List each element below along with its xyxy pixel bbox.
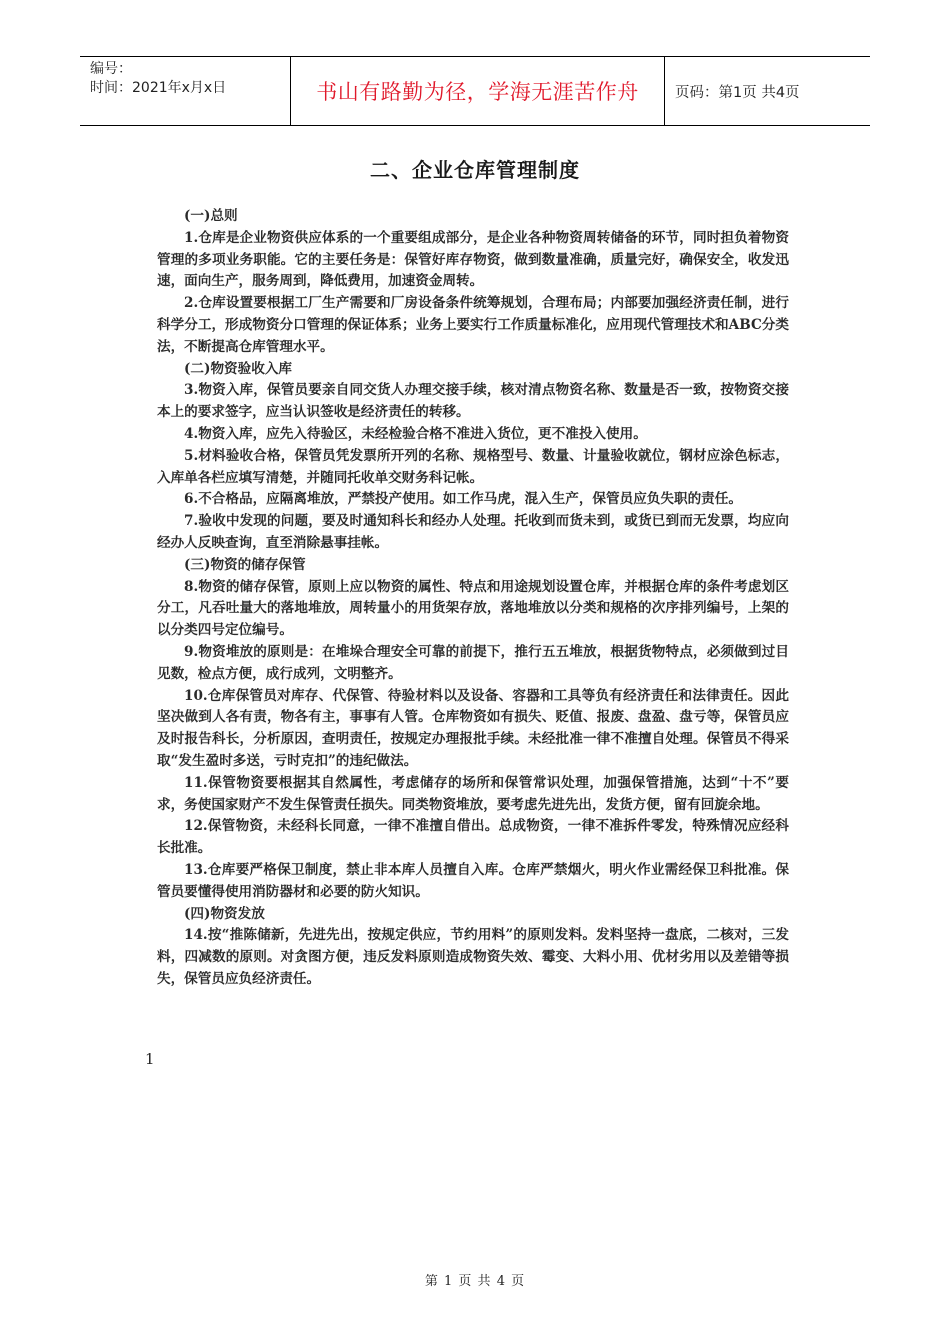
body-paragraph: 1.仓库是企业物资供应体系的一个重要组成部分，是企业各种物资周转储备的环节，同时担负着物资管理的多项业务职能。它的主要任务是：保管好库存物资，做到数量准确，质量完好，确保安全，收发迅速，面向生产，服务周到，降低费用，加速资金周转。 [157, 229, 789, 290]
body-paragraph: 9.物资堆放的原则是：在堆垛合理安全可靠的前提下，推行五五堆放，根据货物特点，必须做到过目见数，检点方便，成行成列，文明整齐。 [157, 643, 789, 682]
section-heading: (三)物资的储存保管 [184, 556, 306, 573]
body-paragraph: 3.物资入库，保管员要亲自同交货人办理交接手续，核对清点物资名称、数量是否一致，按物资交接本上的要求签字，应当认识签收是经济责任的转移。 [157, 382, 789, 421]
body-paragraph: 12.保管物资，未经科长同意，一律不准擅自借出。总成物资，一律不准拆件零发，特殊情况应经科长批准。 [157, 818, 789, 857]
body-paragraph: 6.不合格品，应隔离堆放，严禁投产使用。如工作马虎，混入生产，保管员应负失职的责任。 [184, 491, 742, 508]
body-paragraph: 10.仓库保管员对库存、代保管、待验材料以及设备、容器和工具等负有经济责任和法律责任。因此坚决做到人各有责，物各有主，事事有人管。仓库物资如有损失、贬值、报废、盘盈、盘亏等，保管员应及时报告科长，分析原因，查明责任，按规定办理报批手续。未经批准一律不准擅自处理。保管员不得采取“发生盈时多送，亏时克扣”的违纪做法。 [157, 687, 789, 769]
body-paragraph: 7.验收中发现的问题，要及时通知科长和经办人处理。托收到而货未到，或货已到而无发票，均应向经办人反映查询，直至消除悬事挂帐。 [157, 513, 789, 551]
page-footer: 第 1 页 共 4 页 [424, 1274, 526, 1289]
body-paragraph: 11.保管物资要根据其自然属性，考虑储存的场所和保管常识处理，加强保管措施，达到“十不”要求，务使国家财产不发生保管责任损失。同类物资堆放，要考虑先进先出，发货方便，留有回旋余地。 [157, 774, 789, 813]
document-title: 二、企业仓库管理制度 [370, 158, 580, 182]
page-info: 页码：第1页 共4页 [675, 84, 800, 101]
document-body [157, 206, 789, 991]
body-paragraph: 13.仓库要严格保卫制度，禁止非本库人员擅自入库。仓库严禁烟火，明火作业需经保卫科批准。保管员要懂得使用消防器材和必要的防火知识。 [157, 861, 789, 900]
body-paragraph: 8.物资的储存保管，原则上应以物资的属性、特点和用途规划设置仓库，并根据仓库的条件考虑划区分工，凡吞吐量大的落地堆放，周转量小的用货架存放，落地堆放以分类和规格的次序排列编号，上架的以分类四号定位编号。 [157, 578, 789, 639]
page-number: 1 [145, 1050, 155, 1068]
motto: 书山有路勤为径，学海无涯苦作舟 [291, 57, 665, 125]
section-heading: (一)总则 [184, 208, 238, 224]
header-meta [80, 57, 291, 125]
header-table [80, 56, 870, 126]
section-heading: (四)物资发放 [184, 905, 265, 922]
body-paragraph: 2.仓库设置要根据工厂生产需要和厂房设备条件统筹规划，合理布局；内部要加强经济责任制，进行科学分工，形成物资分口管理的保证体系；业务上要实行工作质量标准化，应用现代管理技术和ABC分类法，不断提高仓库管理水平。 [157, 295, 789, 355]
body-paragraph: 5.材料验收合格，保管员凭发票所开列的名称、规格型号、数量、计量验收就位，钢材应涂色标志，入库单各栏应填写清楚，并随同托收单交财务科记帐。 [157, 447, 789, 486]
body-paragraph: 4.物资入库，应先入待验区，未经检验合格不准进入货位，更不准投入使用。 [184, 425, 647, 442]
time-label: 时间：2021年x月x日 [90, 80, 227, 96]
body-paragraph: 14.按“推陈储新，先进先出，按规定供应，节约用料”的原则发料。发料坚持一盘底，二核对，三发料，四减数的原则。对贪图方便，违反发料原则造成物资失效、霉变、大料小用、优材劣用以及差错等损失，保管员应负经济责任。 [157, 927, 789, 987]
number-label: 编号： [90, 61, 132, 77]
section-heading: (二)物资验收入库 [184, 360, 293, 377]
